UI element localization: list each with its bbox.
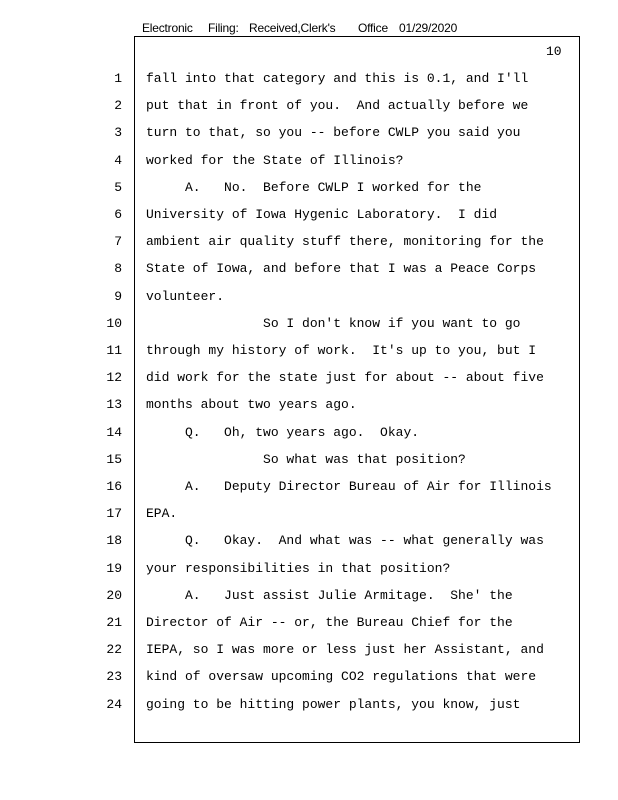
line-number: 21 bbox=[106, 615, 122, 630]
page-number: 10 bbox=[546, 44, 562, 59]
header-filing: Filing: bbox=[208, 21, 239, 35]
line-number: 7 bbox=[114, 234, 122, 250]
line-number: 23 bbox=[106, 669, 122, 685]
line-number: 22 bbox=[106, 642, 122, 658]
line-text: A. Just assist Julie Armitage. She' the bbox=[146, 587, 513, 603]
line-text: A. Deputy Director Bureau of Air for Illinois bbox=[146, 479, 552, 494]
line-number: 9 bbox=[114, 288, 122, 304]
line-text: put that in front of you. And actually before we bbox=[146, 98, 529, 114]
line-text: So I don't know if you want to go bbox=[146, 315, 521, 331]
line-number: 12 bbox=[106, 370, 122, 386]
transcript-page-frame bbox=[134, 36, 580, 743]
line-text: Q. Oh, two years ago. Okay. bbox=[146, 424, 420, 440]
line-number: 1 bbox=[114, 71, 122, 86]
line-number: 24 bbox=[106, 696, 122, 712]
line-number: 3 bbox=[114, 125, 122, 141]
line-number: 10 bbox=[106, 315, 122, 331]
line-number: 2 bbox=[114, 98, 122, 114]
line-text: University of Iowa Hygenic Laboratory. I did bbox=[146, 207, 498, 222]
line-number: 17 bbox=[106, 506, 122, 522]
line-text: A. No. Before CWLP I worked for the bbox=[146, 179, 482, 195]
line-number: 5 bbox=[114, 179, 122, 195]
line-number: 15 bbox=[106, 451, 122, 467]
line-text: kind of oversaw upcoming CO2 regulations that were bbox=[146, 669, 537, 685]
line-text: months about two years ago. bbox=[146, 397, 357, 413]
header-date: 01/29/2020 bbox=[399, 21, 458, 35]
line-text: ambient air quality stuff there, monitoring for the bbox=[146, 234, 544, 250]
line-text: Director of Air -- or, the Bureau Chief for the bbox=[146, 615, 513, 630]
line-number: 18 bbox=[106, 533, 122, 549]
line-number: 20 bbox=[106, 587, 122, 603]
line-text: So what was that position? bbox=[146, 451, 466, 467]
header-office: Office bbox=[358, 21, 388, 35]
line-text: IEPA, so I was more or less just her Assistant, and bbox=[146, 642, 544, 658]
line-text: turn to that, so you -- before CWLP you said you bbox=[146, 125, 521, 141]
line-text: fall into that category and this is 0.1, and I'll bbox=[146, 71, 529, 86]
line-number: 11 bbox=[106, 343, 122, 358]
header-received: Received,Clerk's bbox=[249, 21, 336, 35]
line-number: 13 bbox=[106, 397, 122, 413]
line-text: Q. Okay. And what was -- what generally was bbox=[146, 533, 544, 549]
line-text: volunteer. bbox=[146, 288, 225, 304]
line-text: through my history of work. It's up to you, but I bbox=[146, 343, 537, 358]
line-text: did work for the state just for about -- about five bbox=[146, 370, 544, 386]
line-number: 6 bbox=[114, 207, 122, 222]
line-text: going to be hitting power plants, you know, just bbox=[146, 696, 521, 712]
header-electronic: Electronic bbox=[142, 21, 193, 35]
line-number: 19 bbox=[106, 560, 122, 576]
line-number: 16 bbox=[106, 479, 122, 494]
line-number: 14 bbox=[106, 424, 122, 440]
line-text: EPA. bbox=[146, 506, 178, 522]
line-text: State of Iowa, and before that I was a Peace Corps bbox=[146, 261, 537, 277]
line-text: worked for the State of Illinois? bbox=[146, 152, 404, 168]
line-number: 8 bbox=[114, 261, 122, 277]
line-number: 4 bbox=[114, 152, 122, 168]
line-text: your responsibilities in that position? bbox=[146, 560, 451, 576]
